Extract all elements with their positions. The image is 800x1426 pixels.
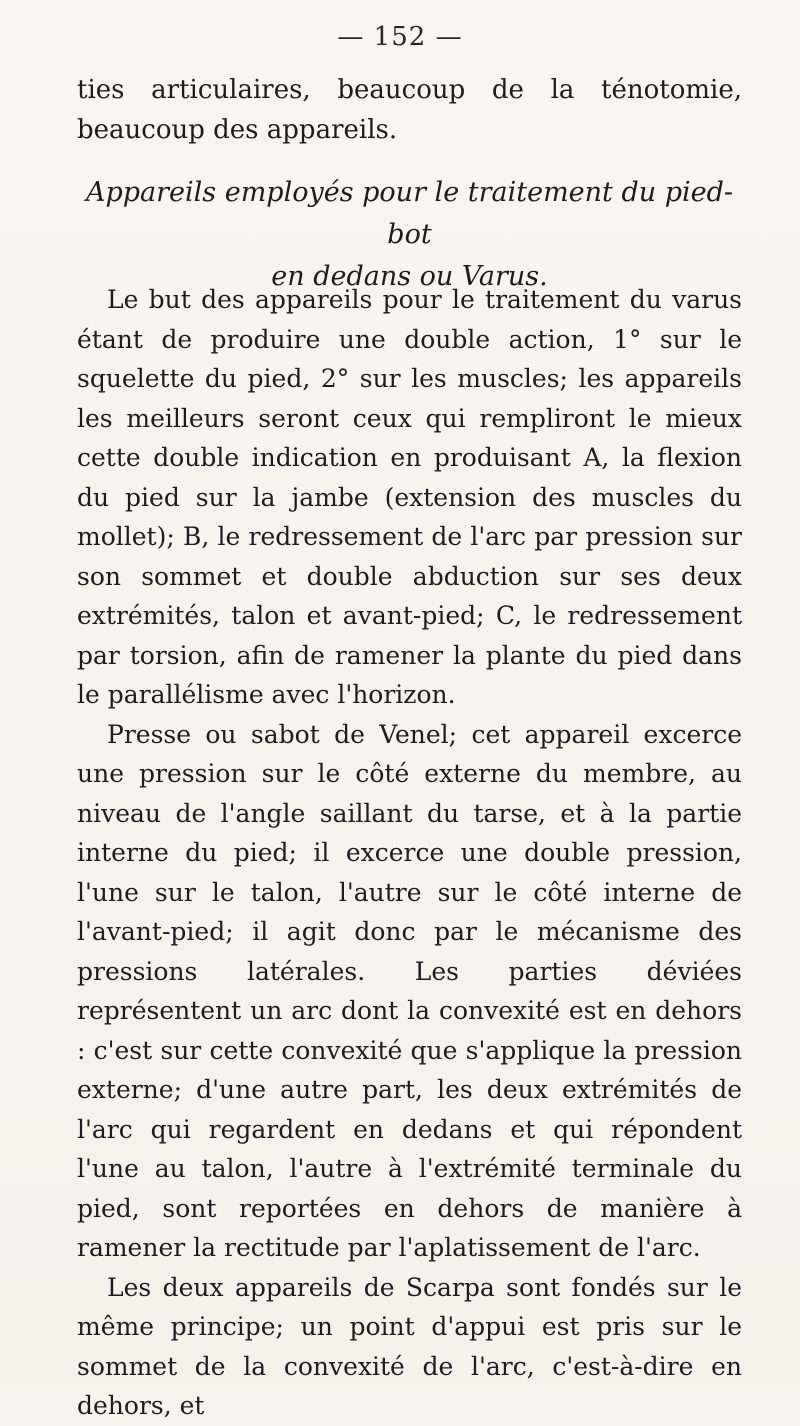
- paragraph-venel-sabot: Presse ou sabot de Venel; cet appareil excerce une pression sur le côté externe du membre, au niveau de l'angle saillant du tarse, et à la partie interne du pied; il excerce une double pression, l'une sur le talon, l'autre sur le côté interne de l'avant-pied; il agit donc par le mécanisme des pressions latérales. Les parties déviées représentent un arc dont la convexité est en dehors : c'est sur cette convexité que s'applique la pression externe; d'une autre part, les deux extrémités de l'arc qui regardent en dedans et qui répondent l'une au talon, l'autre à l'extrémité terminale du pied, sont reportées en dehors de manière à ramener la rectitude par l'aplatissement de l'arc.: [77, 719, 742, 1262]
- body-text: [77, 280, 742, 1426]
- paragraph-scarpa-devices: Les deux appareils de Scarpa sont fondés sur le même principe; un point d'appui est pris sur le sommet de la convexité de l'arc, c'est-à-dire en dehors, et: [77, 1272, 742, 1420]
- paragraph-varus-treatment: Le but des appareils pour le traitement du varus étant de produire une double action, 1° sur le squelette du pied, 2° sur les muscles; les appareils les meilleurs seront ceux qui rempliront le mieux cette double indication en produisant A, la flexion du pied sur la jambe (extension des muscles du mollet); B, le redressement de l'arc par pression sur son sommet et double abduction sur ses deux extrémités, talon et avant-pied; C, le redressement par torsion, afin de ramener la plante du pied dans le parallélisme avec l'horizon.: [77, 285, 742, 709]
- page-number: — 152 —: [337, 22, 463, 52]
- section-heading-line-2: en dedans ou Varus.: [271, 261, 548, 292]
- section-heading-line-1: Appareils employés pour le traitement du pied-bot: [85, 177, 734, 250]
- continued-paragraph: ties articulaires, beaucoup de la ténotomie, beaucoup des appareils.: [77, 75, 742, 145]
